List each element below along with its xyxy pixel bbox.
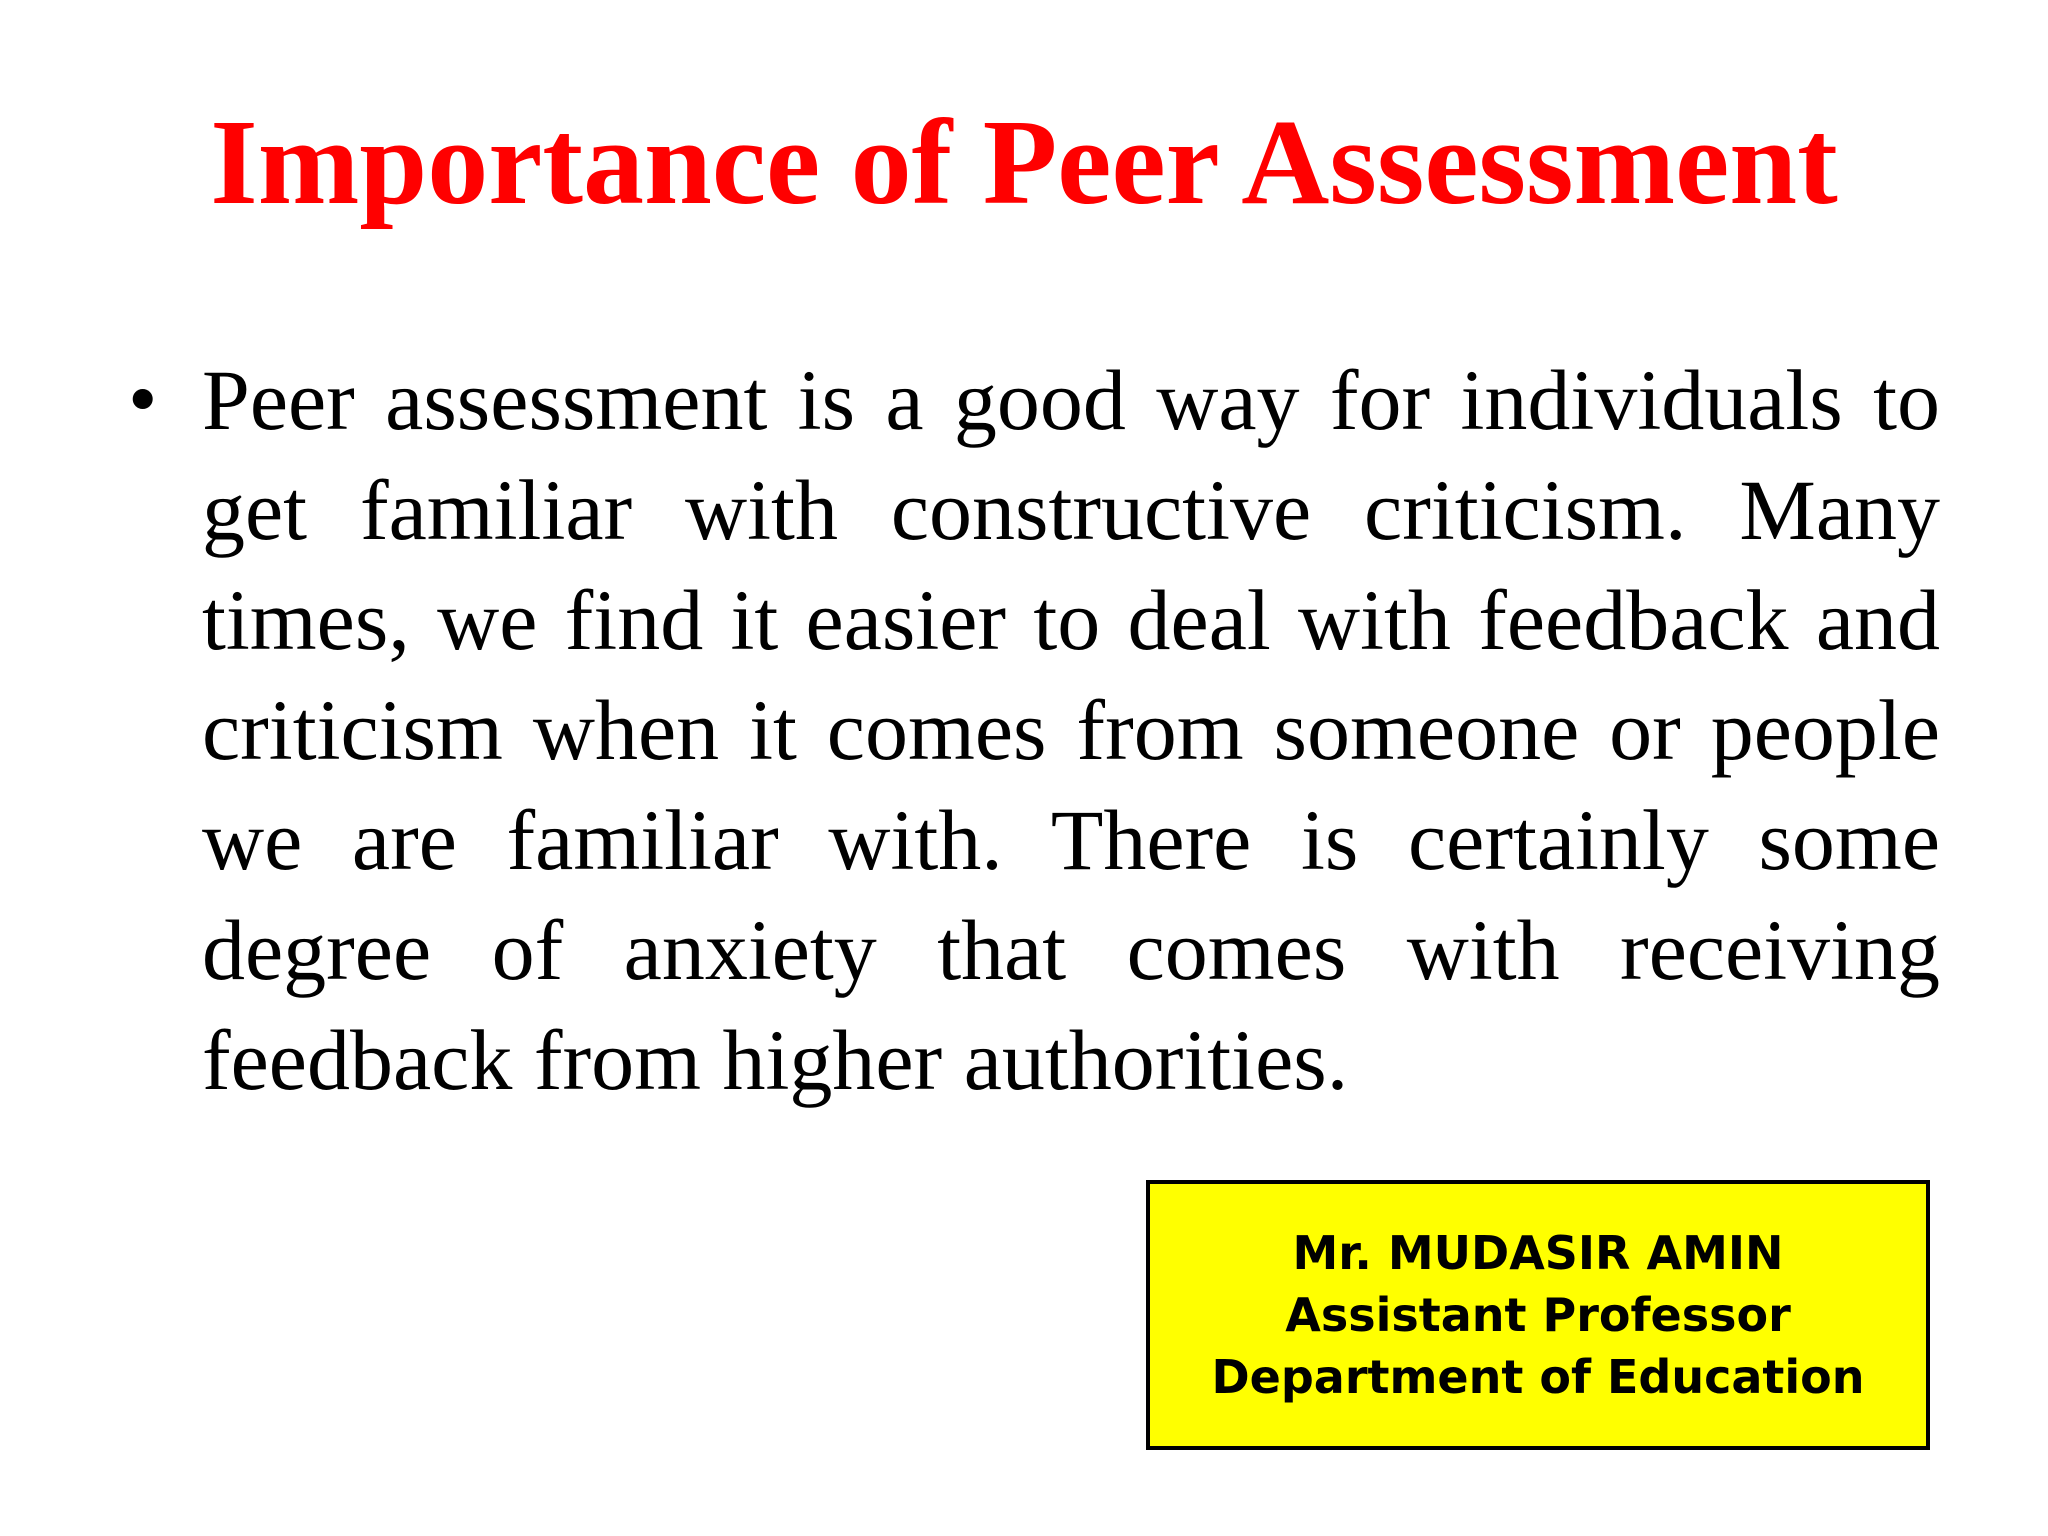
bullet-list bbox=[120, 345, 1940, 1115]
slide-title: Importance of Peer Assessment bbox=[210, 95, 1838, 230]
author-role: Assistant Professor bbox=[1285, 1288, 1791, 1342]
bullet-item bbox=[120, 345, 1940, 1115]
bullet-text: Peer assessment is a good way for individuals to get familiar with constructive criticism. Many times, we find it easier to deal with feedback and criticism when it comes from someone or people we are familiar with. There is certainly some degree of anxiety that comes with receiving feedback from higher authorities. bbox=[202, 352, 1940, 1108]
author-name: Mr. MUDASIR AMIN bbox=[1292, 1226, 1784, 1280]
author-credit-box bbox=[1146, 1180, 1930, 1450]
bullet-point-icon: • bbox=[128, 353, 158, 446]
author-department: Department of Education bbox=[1211, 1350, 1865, 1404]
